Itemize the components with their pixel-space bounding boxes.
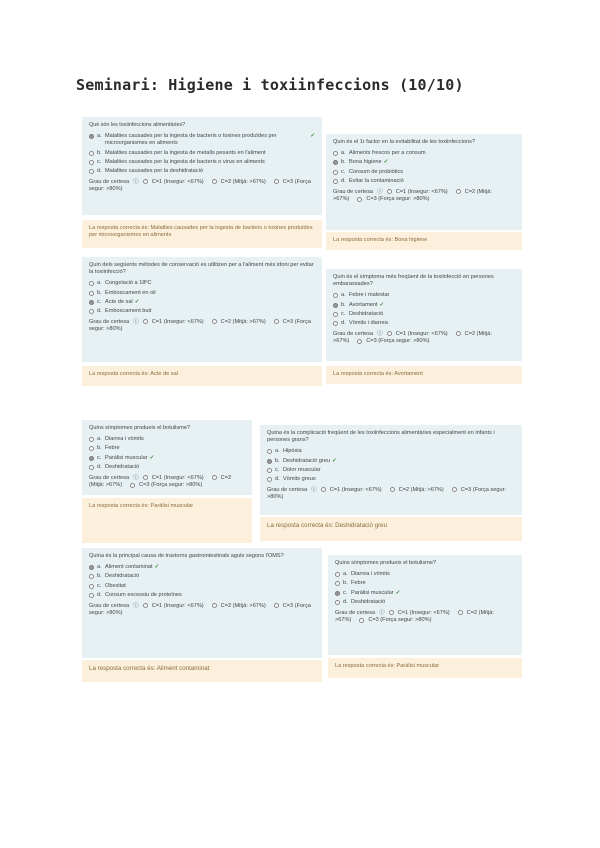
certainty-label: Grau de certesa	[89, 602, 130, 609]
option-text: Deshidratació	[351, 598, 386, 605]
radio-button[interactable]	[89, 134, 94, 139]
question-card	[260, 425, 522, 515]
answer-option[interactable]	[267, 458, 515, 465]
answer-option[interactable]	[333, 169, 515, 176]
radio-button[interactable]	[212, 603, 217, 608]
answer-option[interactable]	[89, 308, 315, 315]
certainty-option-label: C=2 (Mitjà: >67%)	[333, 330, 492, 345]
certainty-option-label: C=1 (Insegur: <67%)	[329, 486, 382, 493]
radio-button[interactable]	[456, 331, 461, 336]
radio-button[interactable]	[267, 477, 272, 482]
certainty-selector	[333, 188, 515, 203]
answer-option[interactable]	[267, 467, 515, 474]
certainty-label: Grau de certesa	[89, 178, 130, 185]
answer-option[interactable]	[333, 311, 515, 318]
question-text: Quin és el 1r factor en la evitabilitat de les toxiinfeccions?	[333, 139, 476, 145]
answer-option[interactable]	[89, 464, 245, 471]
radio-button[interactable]	[89, 160, 94, 165]
radio-button[interactable]	[335, 581, 340, 586]
answer-option[interactable]	[267, 448, 515, 455]
option-text: Malalties causades per la ingesta de bacteris o virus en aliments	[105, 158, 265, 165]
option-letter: b.	[341, 159, 346, 166]
certainty-option-label: C=3 (Força segur: >80%)	[267, 486, 506, 500]
certainty-option-label: C=1 (Insegur: <67%)	[397, 609, 450, 616]
option-text: Hipòxia	[283, 448, 302, 455]
option-letter: d.	[97, 463, 102, 470]
radio-button[interactable]	[212, 475, 217, 480]
answer-option[interactable]	[333, 178, 515, 185]
feedback-box: La resposta correcta és: Paràlisi muscular	[82, 498, 252, 543]
radio-button[interactable]	[267, 468, 272, 473]
certainty-option-label: C=1 (Insegur: <67%)	[395, 330, 448, 337]
option-letter: a.	[97, 280, 102, 287]
radio-button[interactable]	[333, 179, 338, 184]
option-text: Febre	[105, 445, 120, 452]
certainty-option[interactable]	[143, 319, 208, 325]
answer-option[interactable]	[333, 159, 515, 166]
certainty-option[interactable]	[212, 319, 270, 325]
certainty-option-label: C=3 (Força segur: >80%)	[366, 338, 430, 345]
certainty-option[interactable]	[143, 475, 208, 481]
option-text: Paràlisi muscular	[351, 589, 394, 596]
radio-button[interactable]	[458, 610, 463, 615]
answer-option[interactable]	[89, 592, 315, 599]
option-letter: b.	[97, 149, 102, 156]
certainty-option[interactable]	[143, 179, 208, 185]
option-letter: a.	[341, 292, 346, 299]
option-text: Emboscament en oli	[105, 289, 156, 296]
checkmark-icon: ✓	[379, 301, 385, 308]
radio-button[interactable]	[387, 331, 392, 336]
radio-button[interactable]	[89, 465, 94, 470]
option-text: Vòmits greus	[283, 476, 316, 483]
certainty-option-label: C=1 (Insegur: <67%)	[151, 474, 204, 481]
info-icon: ⓘ	[133, 602, 139, 609]
option-text: Malalties causades per la deshidratació	[105, 168, 203, 175]
option-text: Acte de sal	[105, 298, 133, 305]
feedback-box: La resposta correcta és: Acte de sal	[82, 366, 322, 386]
question-card	[326, 134, 522, 230]
option-letter: b.	[97, 445, 102, 452]
feedback-box: La resposta correcta és: Bona higiene	[326, 232, 522, 250]
certainty-option[interactable]	[212, 179, 270, 185]
certainty-selector	[89, 474, 245, 489]
radio-button[interactable]	[89, 565, 94, 570]
radio-button[interactable]	[89, 437, 94, 442]
question-card	[328, 555, 522, 655]
radio-button[interactable]	[335, 572, 340, 577]
checkmark-icon: ✓	[331, 457, 337, 464]
option-letter: a.	[341, 150, 346, 157]
feedback-box: La resposta correcta és: Avortament	[326, 366, 522, 384]
option-text: Malalties causades per la ingesta de bacteris o toxines produïdes per microorganismes en aliments	[105, 133, 277, 147]
radio-button[interactable]	[89, 593, 94, 598]
radio-button[interactable]	[274, 603, 279, 608]
certainty-option-label: C=2 (Mitjà: >67%)	[89, 474, 232, 489]
option-text: Consum de probiòtics	[349, 168, 404, 175]
certainty-option-label: C=3 (Força segur: >80%)	[366, 196, 430, 203]
option-letter: a.	[97, 564, 102, 571]
feedback-box: La resposta correcta és: Malalties causades per la ingesta de bacteris o toxines produïdes per microorganismes en aliments	[82, 220, 322, 248]
info-icon: ⓘ	[133, 178, 139, 185]
option-text: Paràlisi muscular	[105, 454, 148, 461]
option-letter: d.	[341, 320, 346, 327]
option-letter: a.	[275, 448, 280, 455]
answer-option[interactable]	[89, 299, 315, 306]
certainty-option-label: C=2 (Mitjà: >67%)	[333, 188, 492, 203]
radio-button[interactable]	[143, 319, 148, 324]
answer-option[interactable]	[89, 564, 315, 571]
certainty-option-label: C=2 (Mitjà: >67%)	[220, 602, 266, 609]
answer-option[interactable]	[333, 292, 515, 299]
answer-option[interactable]	[89, 150, 315, 157]
certainty-selector	[333, 330, 515, 345]
certainty-option-label: C=2 (Mitjà: >67%)	[335, 609, 494, 624]
radio-button[interactable]	[267, 449, 272, 454]
radio-button[interactable]	[89, 291, 94, 296]
radio-button[interactable]	[333, 303, 338, 308]
certainty-selector	[89, 602, 315, 617]
radio-button[interactable]	[143, 179, 148, 184]
radio-button[interactable]	[143, 475, 148, 480]
checkmark-icon: ✓	[383, 159, 389, 166]
option-letter: d.	[97, 591, 102, 598]
question-card	[82, 117, 322, 215]
page-title: Seminari: Higiene i toxiinfeccions (10/10)	[76, 76, 464, 94]
option-letter: c.	[97, 158, 102, 165]
radio-button[interactable]	[335, 600, 340, 605]
certainty-option-label: C=2 (Mitjà: >67%)	[398, 486, 444, 493]
question-card	[82, 257, 322, 362]
radio-button[interactable]	[89, 169, 94, 174]
answer-option[interactable]	[333, 150, 515, 157]
radio-button[interactable]	[89, 584, 94, 589]
info-icon: ⓘ	[377, 330, 383, 337]
question-text: Quin dels següents mètodes de conservació es utilitzen per a l'aliment més idoni per evitar la toxiinfecció?	[89, 262, 314, 276]
answer-option[interactable]	[89, 159, 315, 166]
feedback-box: La resposta correcta és: Aliment contaminat	[82, 660, 322, 682]
radio-button[interactable]	[359, 618, 364, 623]
certainty-label: Grau de certesa	[89, 318, 130, 325]
option-text: Consum excessiu de proteïnes	[105, 591, 182, 598]
checkmark-icon: ✓	[149, 454, 155, 461]
option-letter: d.	[275, 476, 280, 483]
certainty-label: Grau de certesa	[267, 486, 308, 493]
option-text: Aliments frescos per a consum	[349, 150, 426, 157]
option-letter: b.	[97, 289, 102, 296]
answer-option[interactable]	[335, 580, 515, 587]
option-letter: a.	[343, 571, 348, 578]
certainty-option[interactable]	[387, 189, 452, 195]
certainty-option-label: C=3 (Força segur: >80%)	[89, 602, 311, 616]
radio-button[interactable]	[333, 151, 338, 156]
radio-button[interactable]	[212, 319, 217, 324]
feedback-box: La resposta correcta és: Deshidratació greu	[260, 517, 522, 541]
checkmark-icon: ✓	[154, 564, 160, 571]
option-letter: c.	[341, 168, 346, 175]
radio-button[interactable]	[335, 591, 340, 596]
question-card	[82, 548, 322, 658]
option-letter: c.	[343, 589, 348, 596]
option-letter: b.	[97, 573, 102, 580]
option-letter: c.	[275, 466, 280, 473]
option-text: Evitar la contaminació	[349, 177, 404, 184]
radio-button[interactable]	[212, 179, 217, 184]
option-letter: a.	[97, 133, 102, 140]
radio-button[interactable]	[387, 189, 392, 194]
radio-button[interactable]	[390, 487, 395, 492]
certainty-option-label: C=1 (Insegur: <67%)	[151, 318, 204, 325]
option-text: Vòmits i diarrea	[349, 320, 388, 327]
option-text: Deshidratació	[349, 310, 384, 317]
radio-button[interactable]	[143, 603, 148, 608]
question-card	[82, 420, 252, 495]
option-text: Emboscament buit	[105, 308, 152, 315]
certainty-label: Grau de certesa	[89, 474, 130, 481]
certainty-option-label: C=3 (Força segur: >80%)	[89, 318, 311, 332]
info-icon: ⓘ	[133, 474, 139, 481]
question-text: Quina és la principal causa de trastorns gastrointestinals aguts segons l'OMS?	[89, 553, 284, 559]
radio-button[interactable]	[333, 170, 338, 175]
radio-button[interactable]	[89, 309, 94, 314]
certainty-option-label: C=1 (Insegur: <67%)	[395, 188, 448, 195]
option-text: Deshidratació	[105, 573, 140, 580]
answer-option[interactable]	[333, 320, 515, 327]
certainty-option[interactable]	[143, 603, 208, 609]
certainty-selector	[335, 609, 515, 624]
answer-option[interactable]	[89, 168, 315, 175]
checkmark-icon: ✓	[310, 133, 315, 140]
feedback-box: La resposta correcta és: Paràlisi muscular	[328, 658, 522, 678]
checkmark-icon: ✓	[134, 298, 140, 305]
radio-button[interactable]	[389, 610, 394, 615]
option-text: Deshidratació	[105, 463, 140, 470]
question-text: Quin és el símptoma més freqüent de la toxiinfecció en persones embarassades?	[333, 274, 494, 288]
answer-option[interactable]	[89, 573, 315, 580]
option-letter: d.	[97, 168, 102, 175]
certainty-option-label: C=2 (Mitjà: >67%)	[220, 318, 266, 325]
option-text: Avortament	[349, 301, 378, 308]
certainty-option[interactable]	[321, 487, 386, 493]
radio-button[interactable]	[452, 487, 457, 492]
option-letter: b.	[341, 301, 346, 308]
answer-option[interactable]	[267, 476, 515, 483]
answer-option[interactable]	[89, 455, 245, 462]
option-text: Obesitat	[105, 582, 126, 589]
option-text: Aliment contaminat	[105, 564, 153, 571]
info-icon: ⓘ	[379, 609, 385, 616]
question-text: Quins símptomes produeix el botulisme?	[335, 560, 437, 566]
radio-button[interactable]	[333, 160, 338, 165]
radio-button[interactable]	[267, 459, 272, 464]
answer-option[interactable]	[89, 280, 315, 287]
certainty-option[interactable]	[130, 482, 206, 488]
option-letter: d.	[341, 177, 346, 184]
radio-button[interactable]	[333, 312, 338, 317]
option-text: Malalties causades per la ingesta de metalls pesants en l'aliment	[105, 149, 266, 156]
question-text: Què són les toxiinfeccions alimentàries?	[89, 122, 186, 128]
certainty-option[interactable]	[387, 331, 452, 337]
radio-button[interactable]	[357, 197, 362, 202]
radio-button[interactable]	[89, 281, 94, 286]
radio-button[interactable]	[274, 319, 279, 324]
certainty-label: Grau de certesa	[333, 330, 374, 337]
certainty-option[interactable]	[389, 610, 454, 616]
info-icon: ⓘ	[377, 188, 383, 195]
option-letter: c.	[97, 454, 102, 461]
certainty-option[interactable]	[359, 617, 435, 623]
certainty-option-label: C=3 (Força segur: >80%)	[368, 617, 432, 624]
answer-option[interactable]	[89, 436, 245, 443]
certainty-selector	[267, 486, 515, 501]
answer-option[interactable]	[335, 571, 515, 578]
option-text: Deshidratació greu	[283, 457, 330, 464]
answer-option[interactable]	[89, 583, 315, 590]
option-text: Bona higiene	[349, 159, 382, 166]
question-text: Quins símptomes produeix el botulisme?	[89, 425, 191, 431]
certainty-label: Grau de certesa	[333, 188, 374, 195]
info-icon: ⓘ	[311, 486, 317, 493]
certainty-option-label: C=1 (Insegur: <67%)	[151, 178, 204, 185]
radio-button[interactable]	[333, 293, 338, 298]
question-card	[326, 269, 522, 361]
certainty-option-label: C=3 (Força segur: >80%)	[89, 178, 311, 192]
option-letter: c.	[341, 310, 346, 317]
radio-button[interactable]	[89, 574, 94, 579]
option-letter: b.	[343, 580, 348, 587]
option-letter: d.	[343, 598, 348, 605]
certainty-selector	[89, 178, 315, 193]
radio-button[interactable]	[89, 446, 94, 451]
certainty-label: Grau de certesa	[335, 609, 376, 616]
certainty-selector	[89, 318, 315, 333]
info-icon: ⓘ	[133, 318, 139, 325]
certainty-option[interactable]	[357, 196, 433, 202]
radio-button[interactable]	[321, 487, 326, 492]
option-letter: d.	[97, 308, 102, 315]
option-letter: c.	[97, 298, 102, 305]
radio-button[interactable]	[130, 483, 135, 488]
answer-option[interactable]	[89, 133, 315, 147]
answer-option[interactable]	[335, 590, 515, 597]
option-letter: b.	[275, 457, 280, 464]
radio-button[interactable]	[274, 179, 279, 184]
answer-option[interactable]	[89, 445, 245, 452]
answer-option[interactable]	[89, 290, 315, 297]
certainty-option[interactable]	[212, 603, 270, 609]
certainty-option-label: C=2 (Mitjà: >67%)	[220, 178, 266, 185]
certainty-option-label: C=1 (Insegur: <67%)	[151, 602, 204, 609]
radio-button[interactable]	[89, 456, 94, 461]
radio-button[interactable]	[333, 321, 338, 326]
radio-button[interactable]	[89, 151, 94, 156]
radio-button[interactable]	[456, 189, 461, 194]
answer-option[interactable]	[333, 302, 515, 309]
answer-option[interactable]	[335, 599, 515, 606]
option-letter: c.	[97, 582, 102, 589]
certainty-option-label: C=3 (Força segur: >80%)	[139, 482, 203, 489]
option-text: Dolor muscular	[283, 466, 321, 473]
option-text: Congelació a 18ºC	[105, 280, 152, 287]
option-text: Diarrea i vòmits	[351, 571, 390, 578]
radio-button[interactable]	[357, 339, 362, 344]
radio-button[interactable]	[89, 300, 94, 305]
option-text: Febre i malestar	[349, 292, 390, 299]
option-text: Febre	[351, 580, 366, 587]
option-text: Diarrea i vòmits	[105, 436, 144, 443]
option-letter: a.	[97, 436, 102, 443]
checkmark-icon: ✓	[395, 589, 401, 596]
certainty-option[interactable]	[357, 338, 433, 344]
question-text: Quina és la complicació freqüent de les toxiinfeccions alimentàries especialment en infants i persones grans?	[267, 430, 495, 444]
certainty-option[interactable]	[390, 487, 448, 493]
